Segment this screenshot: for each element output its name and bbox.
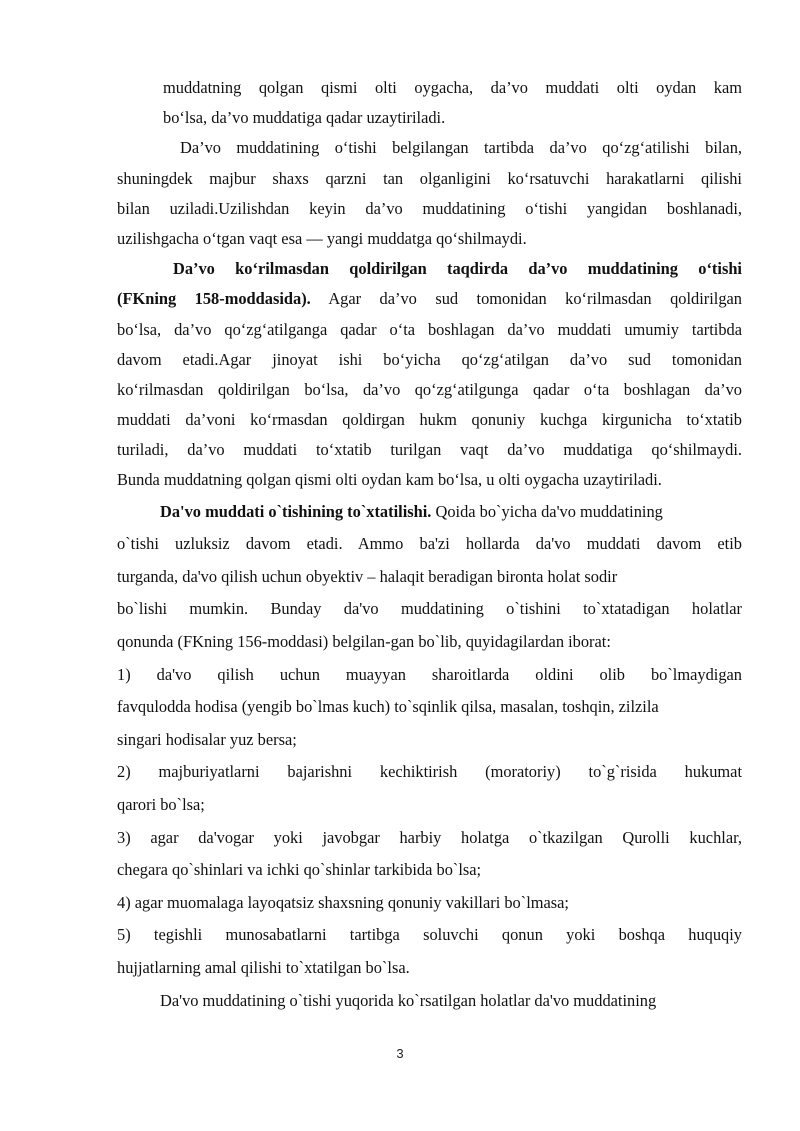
paragraph-line: (FKning 158-moddasida). Agar da’vo sud tomonidan ko‘rilmasdan qoldirilgan [117,289,742,309]
paragraph-line: Da'vo muddati o`tishining to`xtatilishi. Qoida bo`yicha da'vo muddatining [160,501,663,521]
section-suspension [117,496,742,1018]
paragraph-line: shuningdek majbur shaxs qarzni tan olganligini ko‘rsatuvchi harakatlarni qilishi [117,168,742,188]
list-item: 3) agar da'vogar yoki javobgar harbiy holatga o`tkazilgan Qurolli kuchlar, [117,827,742,847]
paragraph-line [117,254,742,284]
paragraph-line: bo‘lsa, da’vo qo‘zg‘atilganga qadar o‘ta boshlagan da’vo muddati umumiy tartibda [117,319,742,339]
list-item-line: chegara qo`shinlari va ichki qo`shinlar tarkibida bo`lsa; [117,860,482,880]
list-item-line: hujjatlarning amal qilishi to`xtatilgan bo`lsa. [117,957,410,977]
list-item: 5) tegishli munosabatlarni tartibga soluvchi qonun yoki boshqa huquqiy [117,925,742,945]
document-body [117,73,742,1017]
section-heading: Da'vo muddati o`tishining to`xtatilishi. [160,501,432,521]
paragraph-line: muddatning qolgan qismi olti oygacha, da’vo muddati olti oydan kam [163,78,742,97]
paragraph-line: Da'vo muddatining o`tishi yuqorida ko`rsatilgan holatlar da'vo muddatining [160,990,657,1010]
section-heading: Da’vo ko‘rilmasdan qoldirilgan taqdirda da’vo muddatining o‘tishi [173,259,742,279]
list-item: 2) majburiyatlarni bajarishni kechiktirish (moratoriy) to`g`risida hukumat [117,762,742,782]
paragraph-line: bilan uziladi.Uzilishdan keyin da’vo muddatining o‘tishi yangidan boshlanadi, [117,198,742,218]
paragraph-line: bo‘lsa, da’vo muddatiga qadar uzaytiriladi. [163,108,446,128]
paragraph-line: qonunda (FKning 156-moddasi) belgilan-gan bo`lib, quyidagilardan iborat: [117,632,611,651]
paragraph-line: Da’vo muddatining o‘tishi belgilangan tartibda da’vo qo‘zg‘atilishi bilan, [180,138,742,158]
paragraph-line: davom etadi.Agar jinoyat ishi bo‘yicha qo‘zg‘atilgan da’vo sud tomonidan [117,349,742,369]
paragraph-line: uzilishgacha o‘tgan vaqt esa — yangi muddatga qo‘shilmaydi. [117,228,527,248]
list-item-line: favqulodda hodisa (yengib bo`lmas kuch) to`sqinlik qilsa, masalan, toshqin, zilzila [117,697,659,717]
paragraph-line: o`tishi uzluksiz davom etadi. Ammo ba'zi hollarda da'vo muddati davom etib [117,534,742,554]
list-item-line: qarori bo`lsa; [117,794,205,814]
paragraph-line: Bunda muddatning qolgan qismi olti oydan kam bo‘lsa, u olti oygacha uzaytiriladi. [117,470,662,490]
list-item-line: singari hodisalar yuz bersa; [117,729,297,749]
paragraph-line: bo`lishi mumkin. Bunday da'vo muddatining o`tishini to`xtatadigan holatlar [117,599,742,619]
paragraph-line: turiladi, da’vo muddati to‘xtatib turilgan vaqt da’vo muddatiga qo‘shilmaydi. [117,440,742,460]
paragraph-line: ko‘rilmasdan qoldirilgan bo‘lsa, da’vo qo‘zg‘atilgunga qadar o‘ta boshlagan da’vo [117,379,742,399]
paragraph-line: muddati da’voni ko‘rmasdan qoldirgan hukm qonuniy kuchga kirgunicha to‘xtatib [117,410,742,430]
list-item: 4) agar muomalaga layoqatsiz shaxsning qonuniy vakillari bo`lmasa; [117,892,569,912]
list-item: 1) da'vo qilish uchun muayyan sharoitlarda oldini olib bo`lmaydigan [117,664,742,684]
paragraph-line: turganda, da'vo qilish uchun obyektiv – halaqit beradigan bironta holat sodir [117,566,618,586]
section-heading: (FKning 158-moddasida). [117,289,311,309]
page-number: 3 [396,1046,404,1061]
